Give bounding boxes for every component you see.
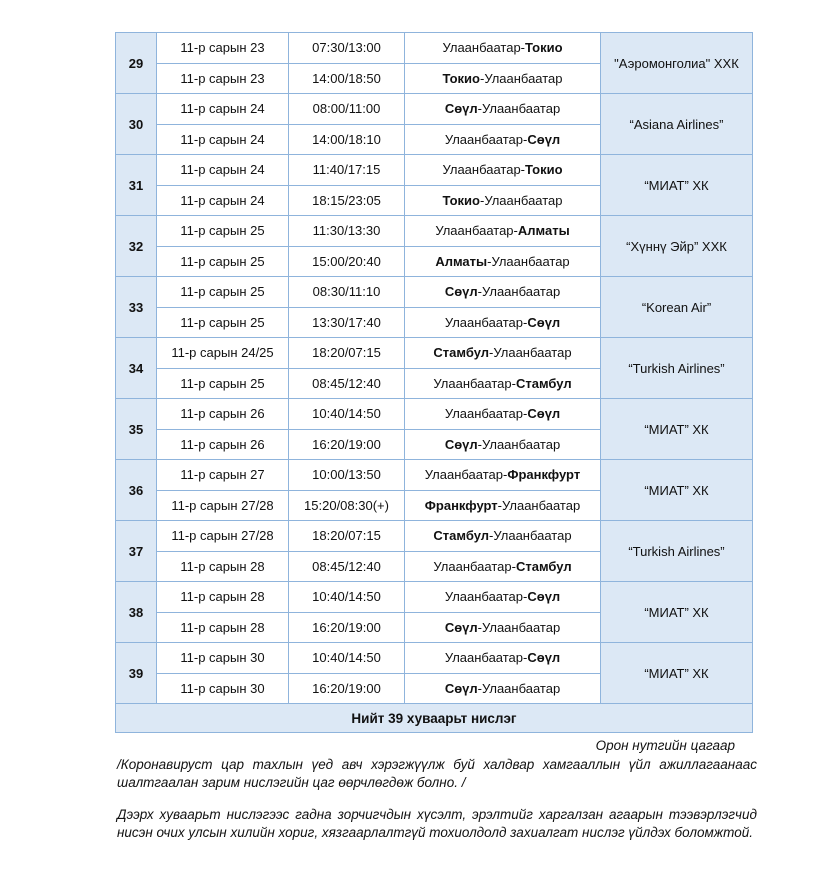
table-row <box>116 155 753 186</box>
flight-schedule-table <box>115 32 753 733</box>
route-part-origin: Улаанбаатар- <box>435 223 518 239</box>
route-part-origin: Улаанбаатар- <box>442 162 526 178</box>
route-part-origin: Улаанбаатар- <box>444 314 528 330</box>
table-row <box>116 399 753 430</box>
route-part-origin: Сөүл <box>444 101 478 117</box>
route-part-destination: Алматы <box>517 223 570 239</box>
flight-date: 11-р сарын 28 <box>157 582 289 613</box>
route-part-origin: Алматы <box>435 253 488 269</box>
flight-number: 36 <box>116 460 157 521</box>
flight-number: 29 <box>116 33 157 94</box>
flight-number: 33 <box>116 277 157 338</box>
flight-route <box>405 124 601 155</box>
airline-name: “МИАТ” ХК <box>601 460 753 521</box>
airline-name: “МИАТ” ХК <box>601 582 753 643</box>
flight-number: 38 <box>116 582 157 643</box>
flight-time: 10:40/14:50 <box>289 399 405 430</box>
flight-number: 31 <box>116 155 157 216</box>
flight-date: 11-р сарын 24 <box>157 155 289 186</box>
airline-name: “МИАТ” ХК <box>601 155 753 216</box>
flight-route <box>405 551 601 582</box>
route-part-destination: Сөүл <box>527 406 561 422</box>
route-part-destination: Франкфурт <box>507 467 581 483</box>
airline-name: "Аэромонголиа" ХХК <box>601 33 753 94</box>
flight-date: 11-р сарын 25 <box>157 307 289 338</box>
route-part-origin: Улаанбаатар- <box>444 131 528 147</box>
flight-time: 15:20/08:30(+) <box>289 490 405 521</box>
route-part-origin: Франкфурт <box>424 497 498 513</box>
flight-time: 18:15/23:05 <box>289 185 405 216</box>
route-part-origin: Улаанбаатар- <box>444 589 528 605</box>
airline-name: “Korean Air” <box>601 277 753 338</box>
route-part-destination: -Улаанбаатар <box>477 436 561 452</box>
airline-name: “МИАТ” ХК <box>601 643 753 704</box>
local-time-note: Орон нутгийн цагаар <box>595 738 735 753</box>
flight-date: 11-р сарын 23 <box>157 33 289 64</box>
flight-date: 11-р сарын 26 <box>157 399 289 430</box>
flight-time: 10:40/14:50 <box>289 643 405 674</box>
table-row <box>116 582 753 613</box>
table-row <box>116 643 753 674</box>
total-flights-label: Нийт 39 хуваарьт нислэг <box>116 704 753 733</box>
total-row <box>116 704 753 733</box>
table-row <box>116 33 753 64</box>
flight-time: 13:30/17:40 <box>289 307 405 338</box>
route-part-destination: Стамбул <box>515 375 572 391</box>
route-part-origin: Сөүл <box>444 284 478 300</box>
flight-number: 34 <box>116 338 157 399</box>
flight-route <box>405 155 601 186</box>
flight-route <box>405 185 601 216</box>
flight-date: 11-р сарын 30 <box>157 673 289 704</box>
flight-route <box>405 612 601 643</box>
flight-time: 16:20/19:00 <box>289 673 405 704</box>
route-part-destination: -Улаанбаатар <box>487 253 570 269</box>
flight-date: 11-р сарын 27/28 <box>157 521 289 552</box>
flight-route <box>405 460 601 491</box>
route-part-origin: Токио <box>442 70 480 86</box>
route-part-origin: Стамбул <box>433 345 490 361</box>
table-row <box>116 338 753 369</box>
flight-date: 11-р сарын 27 <box>157 460 289 491</box>
route-part-origin: Сөүл <box>444 619 478 635</box>
flight-date: 11-р сарын 25 <box>157 216 289 247</box>
route-part-destination: -Улаанбаатар <box>479 192 563 208</box>
flight-route <box>405 33 601 64</box>
table-row <box>116 216 753 247</box>
flight-number: 39 <box>116 643 157 704</box>
flight-date: 11-р сарын 24 <box>157 185 289 216</box>
route-part-destination: Сөүл <box>527 131 561 147</box>
flight-route <box>405 521 601 552</box>
table-row <box>116 460 753 491</box>
flight-number: 32 <box>116 216 157 277</box>
flight-date: 11-р сарын 26 <box>157 429 289 460</box>
flight-number: 30 <box>116 94 157 155</box>
flight-number: 37 <box>116 521 157 582</box>
flight-route <box>405 643 601 674</box>
flight-route <box>405 368 601 399</box>
flight-time: 11:40/17:15 <box>289 155 405 186</box>
flight-date: 11-р сарын 24 <box>157 124 289 155</box>
route-part-destination: -Улаанбаатар <box>479 70 563 86</box>
flight-route <box>405 490 601 521</box>
route-part-destination: Сөүл <box>527 589 561 605</box>
flight-route <box>405 673 601 704</box>
flight-time: 11:30/13:30 <box>289 216 405 247</box>
flight-time: 16:20/19:00 <box>289 612 405 643</box>
airline-name: “Turkish Airlines” <box>601 338 753 399</box>
route-part-destination: -Улаанбаатар <box>477 619 561 635</box>
charter-note: Дээрх хуваарьт нислэгээс гадна зорчигчдын хүсэлт, эрэлтийг харгалзан агаарын тээвэрлэгчид нисэн очих улсын хилийн хориг, хязгаарлалтгүй тохиолдолд захиалгат нислэг үйлдэх боломжтой. <box>117 807 757 840</box>
flight-date: 11-р сарын 24 <box>157 94 289 125</box>
airline-name: “Turkish Airlines” <box>601 521 753 582</box>
flight-time: 18:20/07:15 <box>289 338 405 369</box>
flight-date: 11-р сарын 24/25 <box>157 338 289 369</box>
flight-time: 08:45/12:40 <box>289 551 405 582</box>
airline-name: “Хүннү Эйр” ХХК <box>601 216 753 277</box>
route-part-origin: Улаанбаатар- <box>433 375 516 391</box>
route-part-origin: Улаанбаатар- <box>433 558 516 574</box>
flight-time: 14:00/18:10 <box>289 124 405 155</box>
flight-time: 08:45/12:40 <box>289 368 405 399</box>
route-part-destination: -Улаанбаатар <box>477 101 561 117</box>
route-part-destination: Сөүл <box>527 314 561 330</box>
route-part-origin: Улаанбаатар- <box>442 40 526 56</box>
flight-route <box>405 399 601 430</box>
route-part-destination: Токио <box>525 162 563 178</box>
flight-route <box>405 429 601 460</box>
route-part-destination: -Улаанбаатар <box>489 345 572 361</box>
flight-time: 18:20/07:15 <box>289 521 405 552</box>
route-part-origin: Улаанбаатар- <box>444 650 528 666</box>
table-row <box>116 277 753 308</box>
route-part-origin: Сөүл <box>444 436 478 452</box>
flight-date: 11-р сарын 28 <box>157 551 289 582</box>
flight-time: 08:30/11:10 <box>289 277 405 308</box>
flight-route <box>405 338 601 369</box>
flight-time: 15:00/20:40 <box>289 246 405 277</box>
route-part-destination: -Улаанбаатар <box>477 284 561 300</box>
covid-note: /Коронавируст цар тахлын үед авч хэрэгжүүлж буй халдвар хамгааллын үйл ажиллагаанаас шалтгаалан зарим нислэгийн цаг өөрчлөгдөж болно. / <box>117 757 757 790</box>
flight-time: 14:00/18:50 <box>289 63 405 94</box>
flight-time: 07:30/13:00 <box>289 33 405 64</box>
route-part-origin: Улаанбаатар- <box>424 467 508 483</box>
route-part-destination: -Улаанбаатар <box>477 680 561 696</box>
route-part-origin: Токио <box>442 192 480 208</box>
flight-time: 10:00/13:50 <box>289 460 405 491</box>
airline-name: “МИАТ” ХК <box>601 399 753 460</box>
flight-number: 35 <box>116 399 157 460</box>
flight-date: 11-р сарын 23 <box>157 63 289 94</box>
flight-schedule-body <box>116 33 753 733</box>
flight-time: 16:20/19:00 <box>289 429 405 460</box>
flight-date: 11-р сарын 28 <box>157 612 289 643</box>
flight-route <box>405 94 601 125</box>
flight-route <box>405 277 601 308</box>
route-part-destination: Стамбул <box>515 558 572 574</box>
table-row <box>116 521 753 552</box>
flight-date: 11-р сарын 25 <box>157 246 289 277</box>
flight-date: 11-р сарын 25 <box>157 368 289 399</box>
route-part-destination: -Улаанбаатар <box>489 528 572 544</box>
flight-route <box>405 582 601 613</box>
route-part-origin: Улаанбаатар- <box>444 406 528 422</box>
flight-time: 08:00/11:00 <box>289 94 405 125</box>
table-row <box>116 94 753 125</box>
flight-time: 10:40/14:50 <box>289 582 405 613</box>
route-part-destination: Токио <box>525 40 563 56</box>
route-part-origin: Сөүл <box>444 680 478 696</box>
flight-route <box>405 63 601 94</box>
flight-date: 11-р сарын 25 <box>157 277 289 308</box>
route-part-destination: Сөүл <box>527 650 561 666</box>
airline-name: “Asiana Airlines” <box>601 94 753 155</box>
route-part-origin: Стамбул <box>433 528 490 544</box>
flight-route <box>405 307 601 338</box>
flight-route <box>405 216 601 247</box>
route-part-destination: -Улаанбаатар <box>497 497 581 513</box>
flight-date: 11-р сарын 30 <box>157 643 289 674</box>
flight-route <box>405 246 601 277</box>
flight-date: 11-р сарын 27/28 <box>157 490 289 521</box>
